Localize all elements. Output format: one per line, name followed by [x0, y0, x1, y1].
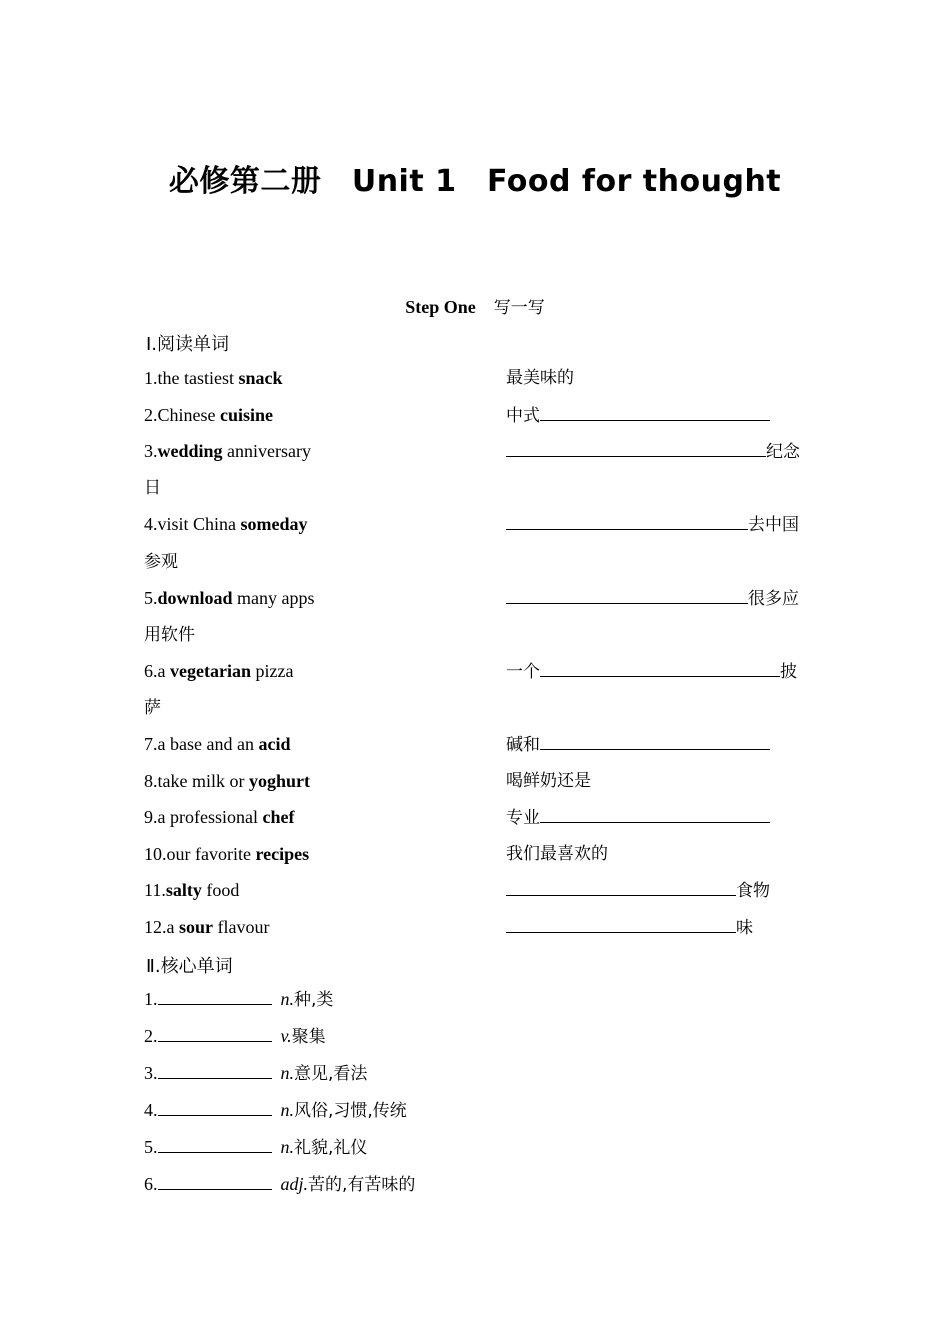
reading-wrap-3: 日 — [144, 478, 161, 498]
reading-cn-12: 味 — [506, 916, 808, 939]
reading-item-10: 10.our favorite recipes — [144, 844, 310, 864]
reading-item-11: 11.salty food — [144, 880, 240, 900]
answer-blank[interactable] — [540, 806, 770, 823]
answer-blank[interactable] — [540, 660, 780, 677]
answer-blank[interactable] — [158, 1062, 272, 1079]
reading-item-7: 7.a base and an acid — [144, 734, 291, 754]
reading-cn-4: 去中国 — [506, 513, 808, 536]
reading-cn-1: 最美味的 — [506, 368, 574, 388]
reading-wrap-4: 参观 — [144, 552, 178, 572]
answer-blank[interactable] — [158, 1136, 272, 1153]
core-item-5: 5. n.礼貌,礼仪 — [144, 1137, 368, 1158]
answer-blank[interactable] — [506, 587, 748, 604]
reading-item-8: 8.take milk or yoghurt — [144, 771, 310, 791]
reading-cn-6: 一个 披 — [506, 662, 797, 682]
reading-item-1: 1.the tastiest snack — [144, 368, 283, 388]
step-cn: 写一写 — [493, 298, 545, 318]
reading-cn-9: 专业 — [506, 806, 808, 829]
reading-item-12: 12.a sour flavour — [144, 917, 270, 937]
reading-cn-5: 很多应 — [506, 587, 808, 610]
reading-wrap-5: 用软件 — [144, 625, 195, 645]
reading-cn-8: 喝鲜奶还是 — [506, 771, 591, 791]
answer-blank[interactable] — [506, 440, 766, 457]
reading-cn-7: 碱和 — [506, 733, 808, 756]
page-title: 必修第二册 Unit 1 Food for thought — [168, 164, 782, 199]
answer-blank[interactable] — [158, 1173, 272, 1190]
answer-blank[interactable] — [506, 513, 748, 530]
reading-item-2: 2.Chinese cuisine — [144, 405, 274, 425]
core-item-2: 2. v.聚集 — [144, 1026, 326, 1047]
core-item-3: 3. n.意见,看法 — [144, 1063, 368, 1084]
core-item-1: 1. n.种,类 — [144, 989, 334, 1010]
core-item-6: 6. adj.苦的,有苦味的 — [144, 1174, 416, 1195]
reading-item-6: 6.a vegetarian pizza — [144, 661, 294, 681]
reading-item-3: 3.wedding anniversary — [144, 441, 311, 461]
section-heading-core: Ⅱ.核心单词 — [146, 956, 233, 977]
reading-item-4: 4.visit China someday — [144, 514, 308, 534]
answer-blank[interactable] — [540, 733, 770, 750]
answer-blank[interactable] — [506, 916, 736, 933]
answer-blank[interactable] — [540, 404, 770, 421]
core-item-4: 4. n.风俗,习惯,传统 — [144, 1100, 407, 1121]
step-heading — [0, 293, 950, 319]
reading-cn-11: 食物 — [506, 879, 808, 902]
reading-cn-2: 中式 — [506, 404, 808, 427]
step-label: Step One — [405, 297, 476, 317]
answer-blank[interactable] — [158, 1025, 272, 1042]
reading-wrap-6: 萨 — [144, 698, 161, 718]
reading-item-9: 9.a professional chef — [144, 807, 295, 827]
answer-blank[interactable] — [506, 879, 736, 896]
reading-item-5: 5.download many apps — [144, 588, 315, 608]
section-heading-reading: Ⅰ.阅读单词 — [146, 334, 230, 355]
reading-cn-10: 我们最喜欢的 — [506, 844, 608, 864]
answer-blank[interactable] — [158, 988, 272, 1005]
answer-blank[interactable] — [158, 1099, 272, 1116]
reading-cn-3: 纪念 — [506, 440, 808, 463]
